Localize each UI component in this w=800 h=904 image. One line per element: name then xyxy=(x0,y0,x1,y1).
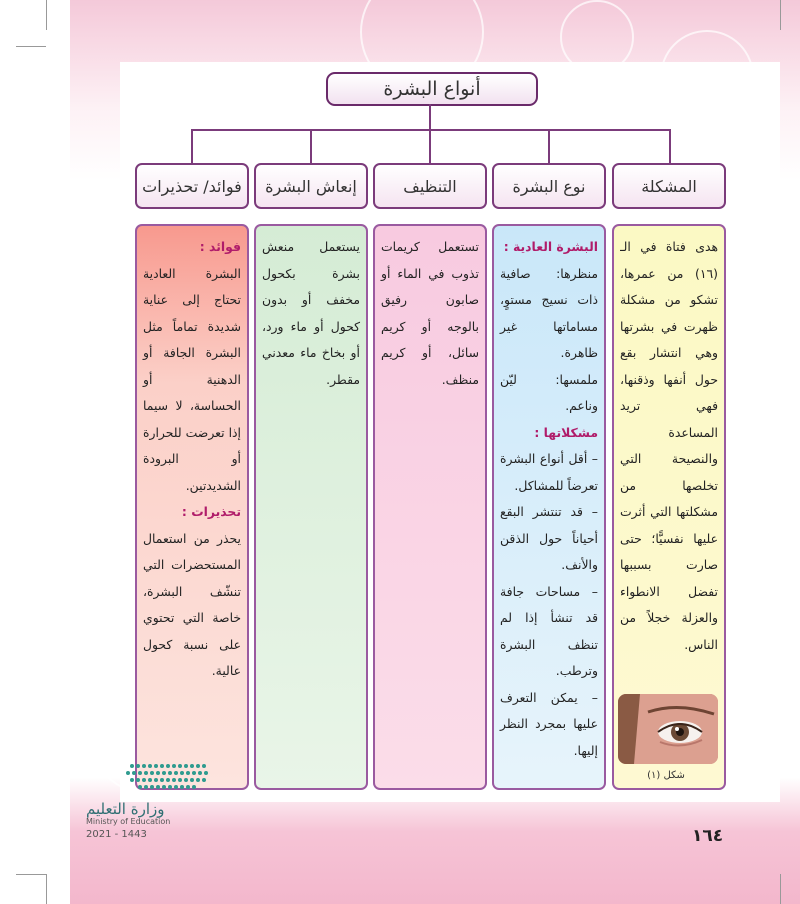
problems-heading: مشكلاتها : xyxy=(534,424,598,440)
benefits-heading: فوائد : xyxy=(199,239,241,254)
trim-mark xyxy=(780,874,781,904)
page-number: ١٦٤ xyxy=(692,826,724,846)
trim-mark xyxy=(780,0,781,30)
cleansing-text: تستعمل كريمات تذوب في الماء أو صابون رفيق بالوجه أو كريم سائل، أو كريم منظف. xyxy=(381,239,479,387)
refreshing-text: يستعمل منعش بشرة بكحول مخفف أو بدون كحول أو ماء ورد، أو بخاخ ماء معدني مقطر. xyxy=(262,239,360,387)
normal-skin-heading: البشرة العادية : xyxy=(503,239,598,254)
problem-item: – يمكن التعرف عليها بمجرد النظر إليها. xyxy=(500,689,598,758)
header-refreshing: إنعاش البشرة xyxy=(254,163,368,209)
page-title: أنواع البشرة xyxy=(326,72,538,106)
connector-trunk xyxy=(429,104,431,130)
connector-bar xyxy=(191,129,671,131)
column-benefits-warnings xyxy=(135,224,249,790)
header-problem: المشكلة xyxy=(612,163,726,209)
connector-drop xyxy=(191,129,193,163)
ministry-name-ar: وزارة التعليم xyxy=(86,800,165,818)
connector-drop xyxy=(669,129,671,163)
header-skin-type: نوع البشرة xyxy=(492,163,606,209)
edition-year: 2021 - 1443 xyxy=(86,829,147,840)
texture-text: ملمسها: ليّن وناعم. xyxy=(500,371,598,413)
ministry-name-en: Ministry of Education xyxy=(86,817,171,826)
header-cleansing: التنظيف xyxy=(373,163,487,209)
trim-mark xyxy=(46,0,47,30)
figure-caption: شكل (١) xyxy=(647,770,685,781)
column-skin-type xyxy=(492,224,606,790)
warnings-heading: تحذيرات : xyxy=(181,504,241,519)
trim-mark xyxy=(16,46,46,47)
problem-item: – قد تنتشر البقع أحياناً حول الذقن والأنف. xyxy=(500,504,598,572)
benefits-text: البشرة العادية تحتاج إلى عناية شديدة تماماً مثل البشرة الجافة أو الدهنية أو الحساسة، لا سيما إذا تعرضت للحرارة أو البرودة الشديدتين. xyxy=(143,265,241,493)
figure-photo xyxy=(618,694,718,764)
problem-item: – مساحات جافة قد تنشأ إذا لم تنظف البشرة وترطب. xyxy=(500,583,598,678)
trim-mark xyxy=(16,874,46,875)
trim-mark xyxy=(46,874,47,904)
connector-drop xyxy=(310,129,312,163)
appearance-text: منظرها: صافية ذات نسيج مستوٍ، مساماتها غير ظاهرة. xyxy=(500,265,598,360)
column-cleansing xyxy=(373,224,487,790)
problem-text: هدى فتاة في الـ (١٦) من عمرها، تشكو من مشكلة ظهرت في بشرتها وهي انتشار بقع حول أنفها وذقنها، فهي تريد المساعدة والنصيحة التي تخلصها من مشكلتها التي أثرت عليها نفسيًّا؛ حتى صارت بسببها تفضل الانطواء والعزلة خجلاً من الناس. xyxy=(620,239,718,652)
column-refreshing xyxy=(254,224,368,790)
warnings-text: يحذر من استعمال المستحضرات التي تنشّف البشرة، خاصة التي تحتوي على نسبة كحول عالية. xyxy=(143,530,241,678)
ministry-logo-mark-icon xyxy=(84,760,224,800)
connector-drop xyxy=(429,129,431,163)
problem-item: – أقل أنواع البشرة تعرضاً للمشاكل. xyxy=(500,451,598,493)
header-benefits-warnings: فوائد/ تحذيرات xyxy=(135,163,249,209)
connector-drop xyxy=(548,129,550,163)
